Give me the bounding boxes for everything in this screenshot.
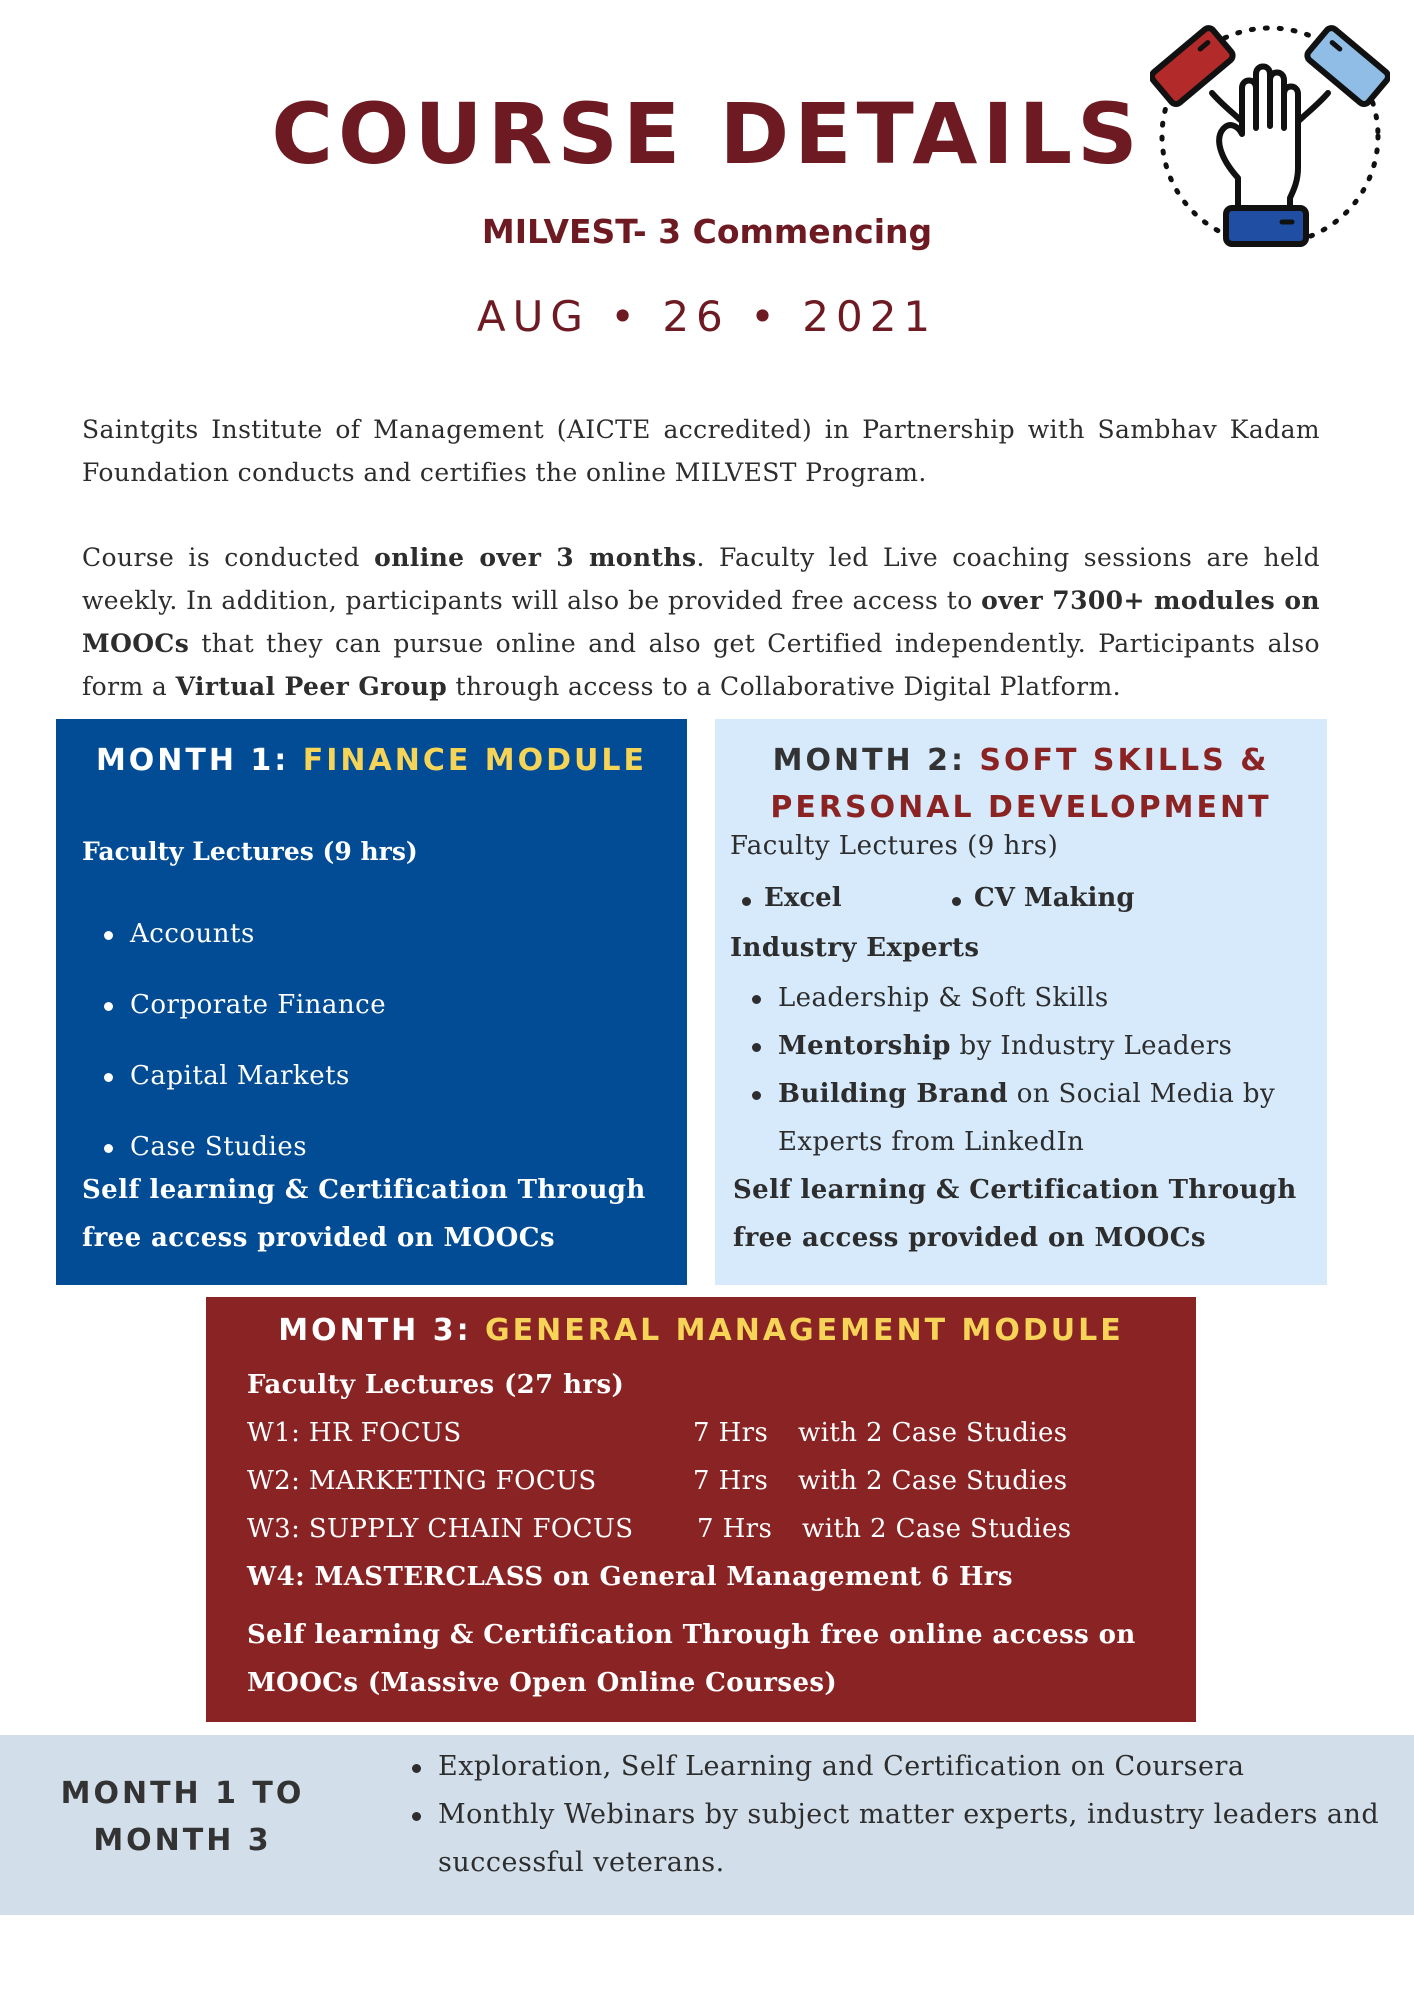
week-row: W3: SUPPLY CHAIN FOCUS 7 Hrs with 2 Case Studies: [247, 1514, 1072, 1544]
list-item: Exploration, Self Learning and Certification on Coursera: [438, 1743, 1398, 1791]
month-2-industry-experts: Industry Experts: [730, 933, 980, 963]
month-2-faculty-lectures: Faculty Lectures (9 hrs): [730, 831, 1059, 861]
list-item: CV Making: [940, 883, 1135, 913]
month-1-faculty-lectures: Faculty Lectures (9 hrs): [82, 837, 418, 866]
intro-paragraph-1: Saintgits Institute of Management (AICTE accredited) in Partnership with Sambhav Kadam Foundation conducts and certifies the online MILVEST Program.: [82, 415, 1320, 487]
month-3-self-learning: Self learning & Certification Through free online access on MOOCs (Massive Open Online Courses): [247, 1620, 1136, 1698]
month-1-self-learning: Self learning & Certification Through free access provided on MOOCs: [82, 1175, 646, 1253]
month-1-heading: MONTH 1: FINANCE MODULE: [95, 743, 648, 778]
list-item: Monthly Webinars by subject matter experts, industry leaders and successful veterans.: [438, 1791, 1398, 1887]
list-item: Leadership & Soft Skills: [778, 974, 1318, 1022]
month-1-to-3-list: [438, 1743, 1398, 1887]
commencement-date: AUG • 26 • 2021: [476, 292, 938, 341]
list-item: Building Brand on Social Media by Experts from LinkedIn: [778, 1070, 1318, 1166]
page-subtitle: MILVEST- 3 Commencing: [481, 212, 933, 251]
month-2-expert-topic-list: [778, 974, 1318, 1166]
month-2-heading: MONTH 2: SOFT SKILLS & PERSONAL DEVELOPMENT: [770, 743, 1272, 825]
week-row: W2: MARKETING FOCUS 7 Hrs with 2 Case Studies: [247, 1466, 1068, 1496]
month-2-self-learning: Self learning & Certification Through free access provided on MOOCs: [733, 1175, 1297, 1253]
month-1-finance-module: [56, 719, 687, 1285]
teamwork-hands-icon: [1150, 8, 1390, 253]
list-item: Case Studies: [130, 1112, 386, 1183]
intro-paragraph-2: Course is conducted online over 3 months. Faculty led Live coaching sessions are held weekly. In addition, participants will also be provided free access to over 7300+ modules on MOOCs that they can pursue online and also get Certified independently. Participants also form a Virtual Peer Group through access to a Collaborative Digital Platform.: [82, 543, 1320, 701]
program-introduction: [82, 408, 1320, 708]
month-2-soft-skills-module: [715, 719, 1327, 1285]
list-item: Excel: [730, 883, 842, 913]
month-3-heading: MONTH 3: GENERAL MANAGEMENT MODULE: [278, 1313, 1124, 1348]
list-item: Capital Markets: [130, 1041, 386, 1112]
list-item: Accounts: [130, 899, 386, 970]
page-title: COURSE DETAILS: [271, 85, 1143, 183]
month-3-content: [247, 1361, 1187, 1707]
month-3-masterclass: W4: MASTERCLASS on General Management 6 Hrs: [247, 1562, 1013, 1592]
month-1-topic-list: [130, 899, 386, 1183]
month-3-general-management-module: [206, 1297, 1196, 1722]
week-row: W1: HR FOCUS 7 Hrs with 2 Case Studies: [247, 1418, 1068, 1448]
list-item: Corporate Finance: [130, 970, 386, 1041]
month-1-to-3-heading: MONTH 1 TO MONTH 3: [60, 1776, 305, 1858]
month-3-faculty-lectures: Faculty Lectures (27 hrs): [247, 1370, 625, 1400]
list-item: Mentorship by Industry Leaders: [778, 1022, 1318, 1070]
month-1-to-3-band: [0, 1735, 1414, 1915]
